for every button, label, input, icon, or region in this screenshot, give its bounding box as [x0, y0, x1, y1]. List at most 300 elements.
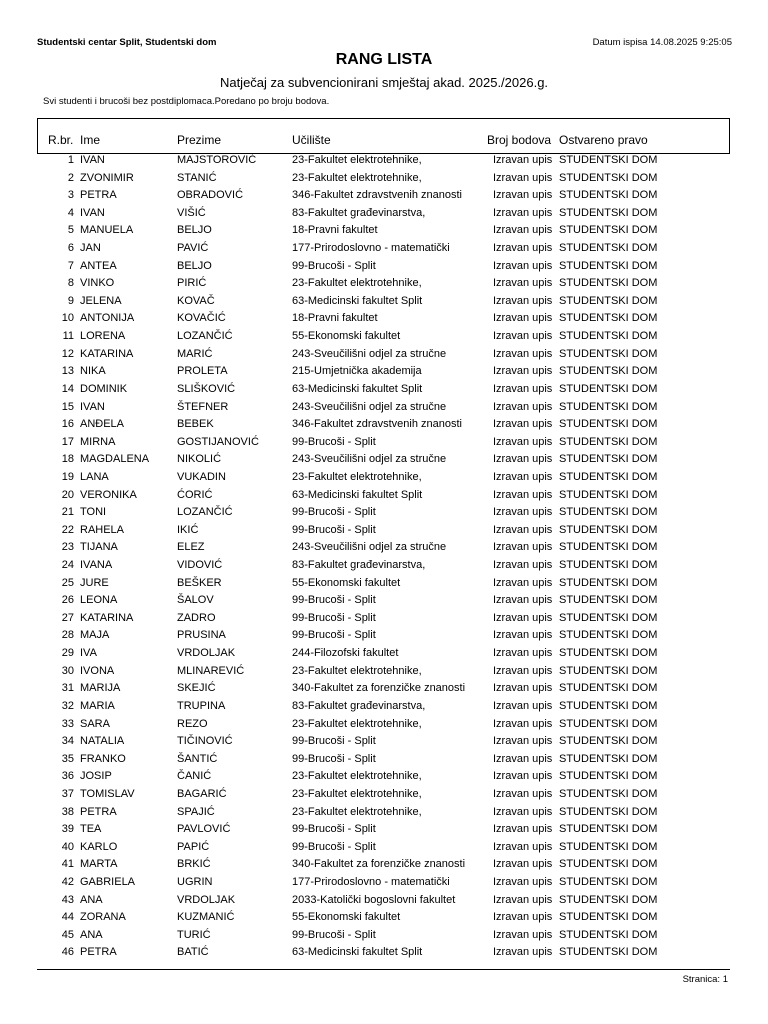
- cell-nacin-upisa: Izravan upis: [493, 435, 553, 448]
- cell-ime: IVONA: [80, 664, 115, 677]
- cell-prezime: ELEZ: [177, 541, 205, 554]
- cell-prezime: OBRADOVIĆ: [177, 189, 244, 202]
- cell-nacin-upisa: Izravan upis: [493, 823, 553, 836]
- table-row: [0, 329, 768, 347]
- cell-ostvareno-pravo: STUDENTSKI DOM: [559, 752, 658, 765]
- cell-nacin-upisa: Izravan upis: [493, 171, 553, 184]
- cell-ime: VERONIKA: [80, 488, 137, 501]
- cell-ostvareno-pravo: STUDENTSKI DOM: [559, 893, 658, 906]
- cell-ime: TONI: [80, 506, 107, 519]
- cell-rbr: 21: [61, 506, 74, 519]
- cell-nacin-upisa: Izravan upis: [493, 946, 553, 959]
- cell-uciliste: 99-Brucoši - Split: [292, 506, 376, 519]
- cell-rbr: 28: [61, 629, 74, 642]
- page-number: Stranica: 1: [682, 974, 728, 985]
- cell-prezime: VRDOLJAK: [177, 893, 236, 906]
- cell-prezime: TRUPINA: [177, 699, 226, 712]
- cell-rbr: 31: [61, 682, 74, 695]
- cell-uciliste: 18-Pravni fakultet: [292, 312, 378, 325]
- cell-prezime: PAVIĆ: [177, 242, 209, 255]
- cell-prezime: MARIĆ: [177, 347, 213, 360]
- table-row: [0, 540, 768, 558]
- cell-ime: ZVONIMIR: [80, 171, 134, 184]
- table-row: [0, 681, 768, 699]
- cell-ostvareno-pravo: STUDENTSKI DOM: [559, 347, 658, 360]
- table-row: [0, 435, 768, 453]
- cell-prezime: VRDOLJAK: [177, 647, 236, 660]
- cell-uciliste: 340-Fakultet za forenzičke znanosti: [292, 858, 466, 871]
- cell-rbr: 23: [61, 541, 74, 554]
- cell-prezime: BELJO: [177, 224, 212, 237]
- table-row: [0, 857, 768, 875]
- cell-uciliste: 63-Medicinski fakultet Split: [292, 382, 423, 395]
- table-row: [0, 452, 768, 470]
- cell-uciliste: 23-Fakultet elektrotehnike,: [292, 717, 422, 730]
- cell-nacin-upisa: Izravan upis: [493, 294, 553, 307]
- cell-prezime: ŠTEFNER: [177, 400, 229, 413]
- cell-uciliste: 63-Medicinski fakultet Split: [292, 294, 423, 307]
- cell-ime: IVA: [80, 647, 97, 660]
- cell-uciliste: 83-Fakultet građevinarstva,: [292, 699, 426, 712]
- cell-uciliste: 63-Medicinski fakultet Split: [292, 488, 423, 501]
- cell-ime: DOMINIK: [80, 382, 128, 395]
- table-row: [0, 505, 768, 523]
- cell-ostvareno-pravo: STUDENTSKI DOM: [559, 664, 658, 677]
- table-row: [0, 558, 768, 576]
- table-row: [0, 717, 768, 735]
- cell-uciliste: 99-Brucoši - Split: [292, 840, 376, 853]
- column-header-uciliste: Učilište: [292, 133, 331, 147]
- cell-nacin-upisa: Izravan upis: [493, 893, 553, 906]
- cell-rbr: 7: [67, 259, 74, 272]
- cell-uciliste: 177-Prirodoslovno - matematički: [292, 242, 450, 255]
- cell-rbr: 37: [61, 787, 74, 800]
- cell-prezime: BELJO: [177, 259, 212, 272]
- cell-uciliste: 18-Pravni fakultet: [292, 224, 378, 237]
- table-row: [0, 311, 768, 329]
- cell-prezime: PROLETA: [177, 365, 228, 378]
- footer-divider: [37, 969, 730, 970]
- table-row: [0, 223, 768, 241]
- cell-uciliste: 23-Fakultet elektrotehnike,: [292, 154, 422, 166]
- cell-ostvareno-pravo: STUDENTSKI DOM: [559, 453, 658, 466]
- cell-nacin-upisa: Izravan upis: [493, 611, 553, 624]
- cell-ostvareno-pravo: STUDENTSKI DOM: [559, 365, 658, 378]
- cell-ime: LORENA: [80, 330, 126, 343]
- cell-uciliste: 99-Brucoši - Split: [292, 435, 376, 448]
- cell-ostvareno-pravo: STUDENTSKI DOM: [559, 699, 658, 712]
- cell-ime: LEONA: [80, 594, 118, 607]
- cell-rbr: 19: [61, 470, 74, 483]
- cell-prezime: BRKIĆ: [177, 858, 211, 871]
- page-subtitle: Natječaj za subvencionirani smještaj akad. 2025./2026.g.: [219, 75, 549, 90]
- cell-ostvareno-pravo: STUDENTSKI DOM: [559, 259, 658, 272]
- cell-prezime: ZADRO: [177, 611, 216, 624]
- cell-ime: IVAN: [80, 400, 105, 413]
- cell-uciliste: 340-Fakultet za forenzičke znanosti: [292, 682, 466, 695]
- cell-prezime: PIRIĆ: [177, 277, 207, 290]
- cell-rbr: 45: [61, 928, 74, 941]
- cell-uciliste: 23-Fakultet elektrotehnike,: [292, 470, 422, 483]
- cell-uciliste: 63-Medicinski fakultet Split: [292, 946, 423, 959]
- cell-nacin-upisa: Izravan upis: [493, 347, 553, 360]
- cell-rbr: 46: [61, 946, 74, 959]
- cell-prezime: TURIĆ: [177, 928, 211, 941]
- column-header-rbr: R.br.: [48, 133, 74, 147]
- cell-uciliste: 177-Prirodoslovno - matematički: [292, 875, 450, 888]
- cell-uciliste: 99-Brucoši - Split: [292, 259, 376, 272]
- cell-prezime: KOVAČIĆ: [177, 312, 226, 325]
- cell-ostvareno-pravo: STUDENTSKI DOM: [559, 541, 658, 554]
- cell-ime: IVANA: [80, 559, 113, 572]
- cell-rbr: 44: [61, 911, 74, 924]
- cell-nacin-upisa: Izravan upis: [493, 911, 553, 924]
- table-row: [0, 382, 768, 400]
- cell-prezime: REZO: [177, 717, 208, 730]
- cell-rbr: 8: [67, 277, 74, 290]
- cell-ime: TIJANA: [80, 541, 118, 554]
- table-row: [0, 875, 768, 893]
- table-row: [0, 734, 768, 752]
- cell-rbr: 26: [61, 594, 74, 607]
- table-row: [0, 822, 768, 840]
- cell-uciliste: 23-Fakultet elektrotehnike,: [292, 171, 422, 184]
- cell-prezime: BATIĆ: [177, 946, 209, 959]
- cell-nacin-upisa: Izravan upis: [493, 453, 553, 466]
- cell-nacin-upisa: Izravan upis: [493, 928, 553, 941]
- cell-nacin-upisa: Izravan upis: [493, 470, 553, 483]
- table-row: [0, 417, 768, 435]
- cell-uciliste: 346-Fakultet zdravstvenih znanosti: [292, 189, 462, 202]
- print-date: Datum ispisa 14.08.2025 9:25:05: [592, 37, 732, 48]
- table-row: [0, 400, 768, 418]
- cell-prezime: SPAJIĆ: [177, 805, 215, 818]
- cell-rbr: 10: [61, 312, 74, 325]
- cell-prezime: VUKADIN: [177, 470, 226, 483]
- cell-rbr: 17: [61, 435, 74, 448]
- table-row: [0, 188, 768, 206]
- cell-uciliste: 99-Brucoši - Split: [292, 611, 376, 624]
- cell-nacin-upisa: Izravan upis: [493, 400, 553, 413]
- cell-ime: MAGDALENA: [80, 453, 150, 466]
- cell-rbr: 5: [67, 224, 74, 237]
- cell-prezime: LOZANČIĆ: [177, 506, 233, 519]
- table-row: [0, 945, 768, 963]
- cell-nacin-upisa: Izravan upis: [493, 594, 553, 607]
- cell-nacin-upisa: Izravan upis: [493, 682, 553, 695]
- cell-ostvareno-pravo: STUDENTSKI DOM: [559, 682, 658, 695]
- cell-ostvareno-pravo: STUDENTSKI DOM: [559, 787, 658, 800]
- cell-nacin-upisa: Izravan upis: [493, 787, 553, 800]
- table-row: [0, 206, 768, 224]
- cell-ime: TEA: [80, 823, 102, 836]
- cell-nacin-upisa: Izravan upis: [493, 365, 553, 378]
- cell-ostvareno-pravo: STUDENTSKI DOM: [559, 435, 658, 448]
- cell-ostvareno-pravo: STUDENTSKI DOM: [559, 629, 658, 642]
- cell-rbr: 15: [61, 400, 74, 413]
- cell-ime: GABRIELA: [80, 875, 136, 888]
- cell-uciliste: 243-Sveučilišni odjel za stručne: [292, 347, 447, 360]
- cell-rbr: 2: [67, 171, 74, 184]
- cell-uciliste: 83-Fakultet građevinarstva,: [292, 559, 426, 572]
- cell-rbr: 29: [61, 647, 74, 660]
- cell-rbr: 9: [67, 294, 74, 307]
- cell-rbr: 12: [61, 347, 74, 360]
- cell-ostvareno-pravo: STUDENTSKI DOM: [559, 735, 658, 748]
- cell-prezime: LOZANČIĆ: [177, 330, 233, 343]
- cell-ime: JAN: [80, 242, 101, 255]
- filter-note: Svi studenti i brucoši bez postdiplomaca.Poredano po broju bodova.: [43, 96, 330, 107]
- cell-nacin-upisa: Izravan upis: [493, 559, 553, 572]
- table-row: [0, 276, 768, 294]
- cell-ime: ANA: [80, 928, 103, 941]
- cell-ime: KATARINA: [80, 347, 134, 360]
- cell-ostvareno-pravo: STUDENTSKI DOM: [559, 576, 658, 589]
- cell-nacin-upisa: Izravan upis: [493, 805, 553, 818]
- cell-ime: JELENA: [80, 294, 122, 307]
- cell-nacin-upisa: Izravan upis: [493, 488, 553, 501]
- table-row: [0, 241, 768, 259]
- cell-ostvareno-pravo: STUDENTSKI DOM: [559, 294, 658, 307]
- cell-ostvareno-pravo: STUDENTSKI DOM: [559, 823, 658, 836]
- cell-ostvareno-pravo: STUDENTSKI DOM: [559, 242, 658, 255]
- cell-ostvareno-pravo: STUDENTSKI DOM: [559, 875, 658, 888]
- cell-ostvareno-pravo: STUDENTSKI DOM: [559, 717, 658, 730]
- cell-ime: ANTEA: [80, 259, 117, 272]
- cell-uciliste: 243-Sveučilišni odjel za stručne: [292, 453, 447, 466]
- cell-ostvareno-pravo: STUDENTSKI DOM: [559, 594, 658, 607]
- cell-nacin-upisa: Izravan upis: [493, 224, 553, 237]
- table-row: [0, 893, 768, 911]
- cell-prezime: TIČINOVIĆ: [177, 735, 233, 748]
- cell-ime: IVAN: [80, 206, 105, 219]
- cell-uciliste: 99-Brucoši - Split: [292, 523, 376, 536]
- table-row: [0, 470, 768, 488]
- cell-uciliste: 243-Sveučilišni odjel za stručne: [292, 400, 447, 413]
- cell-ime: FRANKO: [80, 752, 126, 765]
- cell-nacin-upisa: Izravan upis: [493, 242, 553, 255]
- cell-uciliste: 55-Ekonomski fakultet: [292, 911, 401, 924]
- cell-uciliste: 23-Fakultet elektrotehnike,: [292, 787, 422, 800]
- cell-ostvareno-pravo: STUDENTSKI DOM: [559, 400, 658, 413]
- table-row: [0, 752, 768, 770]
- cell-rbr: 38: [61, 805, 74, 818]
- cell-ime: ANĐELA: [80, 418, 125, 431]
- cell-ime: KARLO: [80, 840, 118, 853]
- table-row: [0, 347, 768, 365]
- cell-prezime: VIŠIĆ: [177, 206, 206, 219]
- cell-ostvareno-pravo: STUDENTSKI DOM: [559, 647, 658, 660]
- cell-rbr: 36: [61, 770, 74, 783]
- cell-prezime: PAPIĆ: [177, 840, 210, 853]
- cell-nacin-upisa: Izravan upis: [493, 647, 553, 660]
- cell-nacin-upisa: Izravan upis: [493, 875, 553, 888]
- cell-ime: PETRA: [80, 189, 117, 202]
- table-row: [0, 805, 768, 823]
- cell-prezime: BAGARIĆ: [177, 787, 227, 800]
- cell-nacin-upisa: Izravan upis: [493, 418, 553, 431]
- table-row: [0, 628, 768, 646]
- cell-ostvareno-pravo: STUDENTSKI DOM: [559, 470, 658, 483]
- cell-nacin-upisa: Izravan upis: [493, 154, 553, 166]
- table-row: [0, 664, 768, 682]
- table-row: [0, 699, 768, 717]
- cell-nacin-upisa: Izravan upis: [493, 735, 553, 748]
- cell-uciliste: 99-Brucoši - Split: [292, 629, 376, 642]
- cell-nacin-upisa: Izravan upis: [493, 330, 553, 343]
- cell-rbr: 14: [61, 382, 74, 395]
- cell-uciliste: 23-Fakultet elektrotehnike,: [292, 664, 422, 677]
- cell-rbr: 35: [61, 752, 74, 765]
- cell-ime: NIKA: [80, 365, 106, 378]
- cell-uciliste: 215-Umjetnička akademija: [292, 365, 422, 378]
- cell-prezime: VIDOVIĆ: [177, 559, 223, 572]
- cell-rbr: 33: [61, 717, 74, 730]
- cell-ostvareno-pravo: STUDENTSKI DOM: [559, 840, 658, 853]
- cell-ostvareno-pravo: STUDENTSKI DOM: [559, 330, 658, 343]
- cell-ostvareno-pravo: STUDENTSKI DOM: [559, 154, 658, 166]
- cell-ime: ZORANA: [80, 911, 126, 924]
- page-title: RANG LISTA: [335, 51, 433, 68]
- cell-prezime: ČANIĆ: [177, 770, 212, 783]
- table-row: [0, 523, 768, 541]
- cell-nacin-upisa: Izravan upis: [493, 382, 553, 395]
- cell-uciliste: 23-Fakultet elektrotehnike,: [292, 770, 422, 783]
- cell-ostvareno-pravo: STUDENTSKI DOM: [559, 506, 658, 519]
- cell-ostvareno-pravo: STUDENTSKI DOM: [559, 946, 658, 959]
- cell-uciliste: 23-Fakultet elektrotehnike,: [292, 277, 422, 290]
- cell-nacin-upisa: Izravan upis: [493, 717, 553, 730]
- cell-ostvareno-pravo: STUDENTSKI DOM: [559, 171, 658, 184]
- cell-prezime: BEBEK: [177, 418, 214, 431]
- cell-ostvareno-pravo: STUDENTSKI DOM: [559, 277, 658, 290]
- cell-ime: MAJA: [80, 629, 110, 642]
- cell-ostvareno-pravo: STUDENTSKI DOM: [559, 858, 658, 871]
- cell-nacin-upisa: Izravan upis: [493, 506, 553, 519]
- cell-ime: PETRA: [80, 805, 117, 818]
- cell-nacin-upisa: Izravan upis: [493, 858, 553, 871]
- column-header-ime: Ime: [80, 133, 101, 147]
- cell-ime: MIRNA: [80, 435, 116, 448]
- cell-uciliste: 99-Brucoši - Split: [292, 594, 376, 607]
- cell-uciliste: 83-Fakultet građevinarstva,: [292, 206, 426, 219]
- cell-ostvareno-pravo: STUDENTSKI DOM: [559, 805, 658, 818]
- cell-ime: IVAN: [80, 154, 105, 166]
- cell-nacin-upisa: Izravan upis: [493, 541, 553, 554]
- cell-ime: VINKO: [80, 277, 115, 290]
- cell-ime: TOMISLAV: [80, 787, 135, 800]
- cell-rbr: 25: [61, 576, 74, 589]
- cell-uciliste: 2033-Katolički bogoslovni fakultet: [292, 893, 456, 906]
- cell-rbr: 32: [61, 699, 74, 712]
- organization-name: Studentski centar Split, Studentski dom: [37, 37, 217, 48]
- table-row: [0, 488, 768, 506]
- table-row: [0, 153, 768, 171]
- cell-uciliste: 346-Fakultet zdravstvenih znanosti: [292, 418, 462, 431]
- column-header-bodovi: Broj bodova: [487, 133, 552, 147]
- cell-rbr: 6: [67, 242, 74, 255]
- cell-nacin-upisa: Izravan upis: [493, 259, 553, 272]
- cell-rbr: 16: [61, 418, 74, 431]
- cell-uciliste: 55-Ekonomski fakultet: [292, 330, 401, 343]
- cell-rbr: 24: [61, 559, 74, 572]
- cell-prezime: MLINAREVIĆ: [177, 664, 245, 677]
- cell-ostvareno-pravo: STUDENTSKI DOM: [559, 770, 658, 783]
- cell-ostvareno-pravo: STUDENTSKI DOM: [559, 928, 658, 941]
- cell-rbr: 27: [61, 611, 74, 624]
- cell-ostvareno-pravo: STUDENTSKI DOM: [559, 488, 658, 501]
- cell-ime: JOSIP: [80, 770, 112, 783]
- column-header-prezime: Prezime: [177, 133, 222, 147]
- cell-uciliste: 99-Brucoši - Split: [292, 735, 376, 748]
- cell-nacin-upisa: Izravan upis: [493, 664, 553, 677]
- cell-uciliste: 55-Ekonomski fakultet: [292, 576, 401, 589]
- cell-ostvareno-pravo: STUDENTSKI DOM: [559, 611, 658, 624]
- cell-nacin-upisa: Izravan upis: [493, 629, 553, 642]
- cell-prezime: ŠALOV: [177, 594, 214, 607]
- cell-rbr: 30: [61, 664, 74, 677]
- cell-ime: JURE: [80, 576, 109, 589]
- cell-uciliste: 23-Fakultet elektrotehnike,: [292, 805, 422, 818]
- cell-ime: RAHELA: [80, 523, 125, 536]
- cell-rbr: 22: [61, 523, 74, 536]
- cell-nacin-upisa: Izravan upis: [493, 277, 553, 290]
- cell-rbr: 11: [62, 330, 74, 343]
- table-row: [0, 259, 768, 277]
- cell-prezime: PAVLOVIĆ: [177, 823, 231, 836]
- column-header-pravo: Ostvareno pravo: [559, 133, 648, 147]
- cell-nacin-upisa: Izravan upis: [493, 189, 553, 202]
- cell-nacin-upisa: Izravan upis: [493, 576, 553, 589]
- table-row: [0, 646, 768, 664]
- cell-ostvareno-pravo: STUDENTSKI DOM: [559, 189, 658, 202]
- table-row: [0, 910, 768, 928]
- table-row: [0, 611, 768, 629]
- cell-nacin-upisa: Izravan upis: [493, 752, 553, 765]
- cell-rbr: 13: [61, 365, 74, 378]
- cell-ime: MARTA: [80, 858, 118, 871]
- cell-ostvareno-pravo: STUDENTSKI DOM: [559, 382, 658, 395]
- cell-prezime: NIKOLIĆ: [177, 453, 222, 466]
- table-row: [0, 364, 768, 382]
- cell-rbr: 34: [61, 735, 74, 748]
- cell-ime: NATALIA: [80, 735, 125, 748]
- cell-uciliste: 99-Brucoši - Split: [292, 928, 376, 941]
- cell-rbr: 3: [67, 189, 74, 202]
- table-row: [0, 294, 768, 312]
- cell-ostvareno-pravo: STUDENTSKI DOM: [559, 224, 658, 237]
- cell-rbr: 39: [61, 823, 74, 836]
- cell-prezime: BEŠKER: [177, 576, 222, 589]
- cell-uciliste: 99-Brucoši - Split: [292, 752, 376, 765]
- cell-ime: MANUELA: [80, 224, 134, 237]
- cell-prezime: SKEJIĆ: [177, 682, 216, 695]
- cell-prezime: KOVAČ: [177, 294, 215, 307]
- cell-nacin-upisa: Izravan upis: [493, 699, 553, 712]
- cell-uciliste: 244-Filozofski fakultet: [292, 647, 399, 660]
- cell-prezime: UGRIN: [177, 875, 213, 888]
- cell-prezime: ĆORIĆ: [177, 488, 213, 501]
- cell-uciliste: 243-Sveučilišni odjel za stručne: [292, 541, 447, 554]
- cell-prezime: KUZMANIĆ: [177, 911, 235, 924]
- cell-rbr: 43: [61, 893, 74, 906]
- table-row: [0, 593, 768, 611]
- cell-prezime: PRUSINA: [177, 629, 226, 642]
- cell-ostvareno-pravo: STUDENTSKI DOM: [559, 523, 658, 536]
- cell-rbr: 4: [67, 206, 74, 219]
- table-row: [0, 576, 768, 594]
- cell-ostvareno-pravo: STUDENTSKI DOM: [559, 559, 658, 572]
